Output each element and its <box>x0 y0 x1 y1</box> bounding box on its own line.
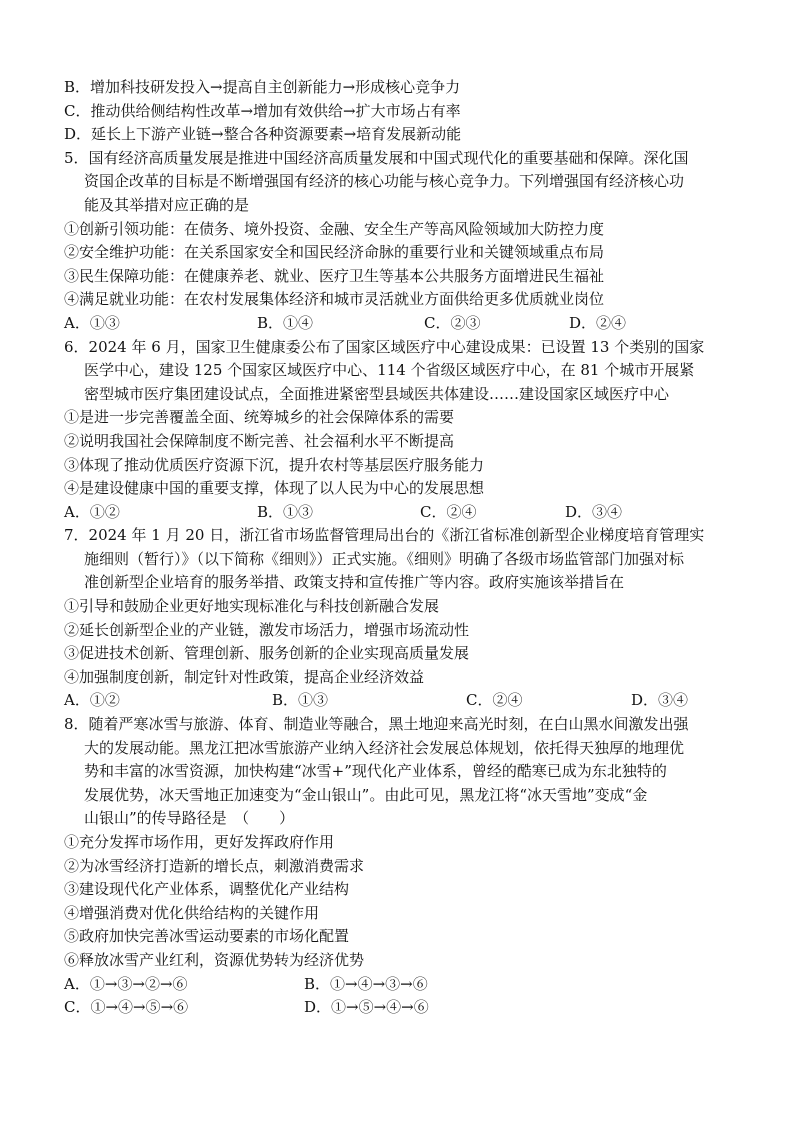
q5-option-d: D．②④ <box>569 313 627 332</box>
q8-option-b: B．①→④→③→⑥ <box>304 974 428 993</box>
q6-option-c: C．②④ <box>420 502 477 521</box>
q6-option-d: D．③④ <box>565 502 623 521</box>
question-5 <box>64 147 734 336</box>
q8-option-a: A．①→③→②→⑥ <box>64 974 188 993</box>
q5-stem-line: 能及其举措对应正确的是 <box>84 195 250 214</box>
q7-option-b: B．①③ <box>272 691 329 710</box>
q5-option-b: B．①④ <box>257 313 314 332</box>
q8-option-d: D．①→⑤→④→⑥ <box>304 998 429 1017</box>
q7-item: ③促进技术创新、管理创新、服务创新的企业实现高质量发展 <box>64 644 470 663</box>
q5-option-c: C．②③ <box>424 313 481 332</box>
q8-item: ③建设现代化产业体系，调整优化产业结构 <box>64 880 350 899</box>
q8-item: ⑥释放冰雪产业红利，资源优势转为经济优势 <box>64 950 365 969</box>
question-8 <box>64 713 734 1020</box>
q7-stem-line: 施细则（暂行）》（以下简称《细则》）正式实施。《细则》明确了各级市场监管部门加强对标 <box>84 549 685 568</box>
q8-options-row-2 <box>64 996 734 1020</box>
q6-item: ②说明我国社会保障制度不断完善、社会福利水平不断提高 <box>64 431 455 450</box>
q8-stem-line: 大的发展动能。黑龙江把冰雪旅游产业纳入经济社会发展总体规划，依托得天独厚的地理优 <box>84 738 685 757</box>
q8-item: ①充分发挥市场作用，更好发挥政府作用 <box>64 833 335 851</box>
q8-stem-line: 山银山”的传导路径是 （ ） <box>84 809 295 828</box>
q7-item: ①引导和鼓励企业更好地实现标准化与科技创新融合发展 <box>64 597 440 616</box>
question-6 <box>64 336 734 525</box>
q8-options-row-1 <box>64 973 734 997</box>
q6-stem-line: 密型城市医疗集团建设试点，全面推进紧密型县域医共体建设……建设国家区域医疗中心 <box>84 384 670 403</box>
q5-stem-line: 5．国有经济高质量发展是推进中国经济高质量发展和中国式现代化的重要基础和保障。深化国 <box>64 148 689 167</box>
q5-item: ④满足就业功能：在农村发展集体经济和城市灵活就业方面供给更多优质就业岗位 <box>64 290 605 309</box>
q8-option-c: C．①→④→⑤→⑥ <box>64 998 189 1017</box>
q4-option-c: C．推动供给侧结构性改革→增加有效供给→扩大市场占有率 <box>64 101 461 120</box>
q7-option-c: C．②④ <box>466 691 523 710</box>
exam-page <box>64 76 734 1020</box>
q7-options <box>64 689 734 713</box>
q6-options <box>64 501 734 525</box>
q5-option-a: A．①③ <box>64 313 120 332</box>
q6-option-a: A．①② <box>64 502 120 521</box>
q7-stem-line: 准创新型企业培育的服务举措、政策支持和宣传推广等内容。政府实施该举措旨在 <box>84 573 625 592</box>
q8-stem-line: 发展优势，冰天雪地正加速变为“金山银山”。由此可见，黑龙江将“冰天雪地”变成“金 <box>84 785 648 804</box>
q6-item: ①是进一步完善覆盖全面、统筹城乡的社会保障体系的需要 <box>64 408 455 427</box>
q5-item: ①创新引领功能：在债务、境外投资、金融、安全生产等高风险领域加大防控力度 <box>64 219 605 238</box>
q8-stem-line: 势和丰富的冰雪资源，加快构建“冰雪+”现代化产业体系，曾经的酷寒已成为东北独特的 <box>84 762 667 781</box>
q4-option-d: D．延长上下游产业链→整合各种资源要素→培育发展新动能 <box>64 125 462 144</box>
q8-item: ②为冰雪经济打造新的增长点，刺激消费需求 <box>64 856 365 875</box>
q7-item: ④加强制度创新，制定针对性政策，提高企业经济效益 <box>64 667 425 686</box>
q5-stem-line: 资国企改革的目标是不断增强国有经济的核心功能与核心竞争力。下列增强国有经济核心功 <box>84 172 685 191</box>
q6-option-b: B．①③ <box>257 502 314 521</box>
q7-option-a: A．①② <box>64 691 120 710</box>
question-7 <box>64 524 734 713</box>
q5-item: ③民生保障功能：在健康养老、就业、医疗卫生等基本公共服务方面增进民生福祉 <box>64 266 605 285</box>
q8-stem-line: 8．随着严寒冰雪与旅游、体育、制造业等融合，黑土地迎来高光时刻，在白山黑水间激发出强 <box>64 715 689 734</box>
q6-stem-line: 医学中心，建设 125 个国家区域医疗中心、114 个省级区域医疗中心，在 81 个城市开展紧 <box>84 361 695 380</box>
q5-options <box>64 312 734 336</box>
q4-option-b: B．增加科技研发投入→提高自主创新能力→形成核心竞争力 <box>64 78 461 96</box>
q7-option-d: D．③④ <box>631 691 689 710</box>
q7-item: ②延长创新型企业的产业链，激发市场活力，增强市场流动性 <box>64 620 470 639</box>
q8-item: ④增强消费对优化供给结构的关键作用 <box>64 903 320 922</box>
q8-item: ⑤政府加快完善冰雪运动要素的市场化配置 <box>64 927 350 946</box>
question-4-options-tail <box>64 76 734 147</box>
q6-stem-line: 6．2024 年 6 月，国家卫生健康委公布了国家区域医疗中心建设成果：已设置 13 个类别的国家 <box>64 337 705 356</box>
q5-item: ②安全维护功能：在关系国家安全和国民经济命脉的重要行业和关键领域重点布局 <box>64 243 605 262</box>
q6-item: ③体现了推动优质医疗资源下沉，提升农村等基层医疗服务能力 <box>64 455 485 474</box>
q6-item: ④是建设健康中国的重要支撑，体现了以人民为中心的发展思想 <box>64 479 485 498</box>
q7-stem-line: 7．2024 年 1 月 20 日，浙江省市场监督管理局出台的《浙江省标准创新型企业梯度培育管理实 <box>64 526 705 545</box>
